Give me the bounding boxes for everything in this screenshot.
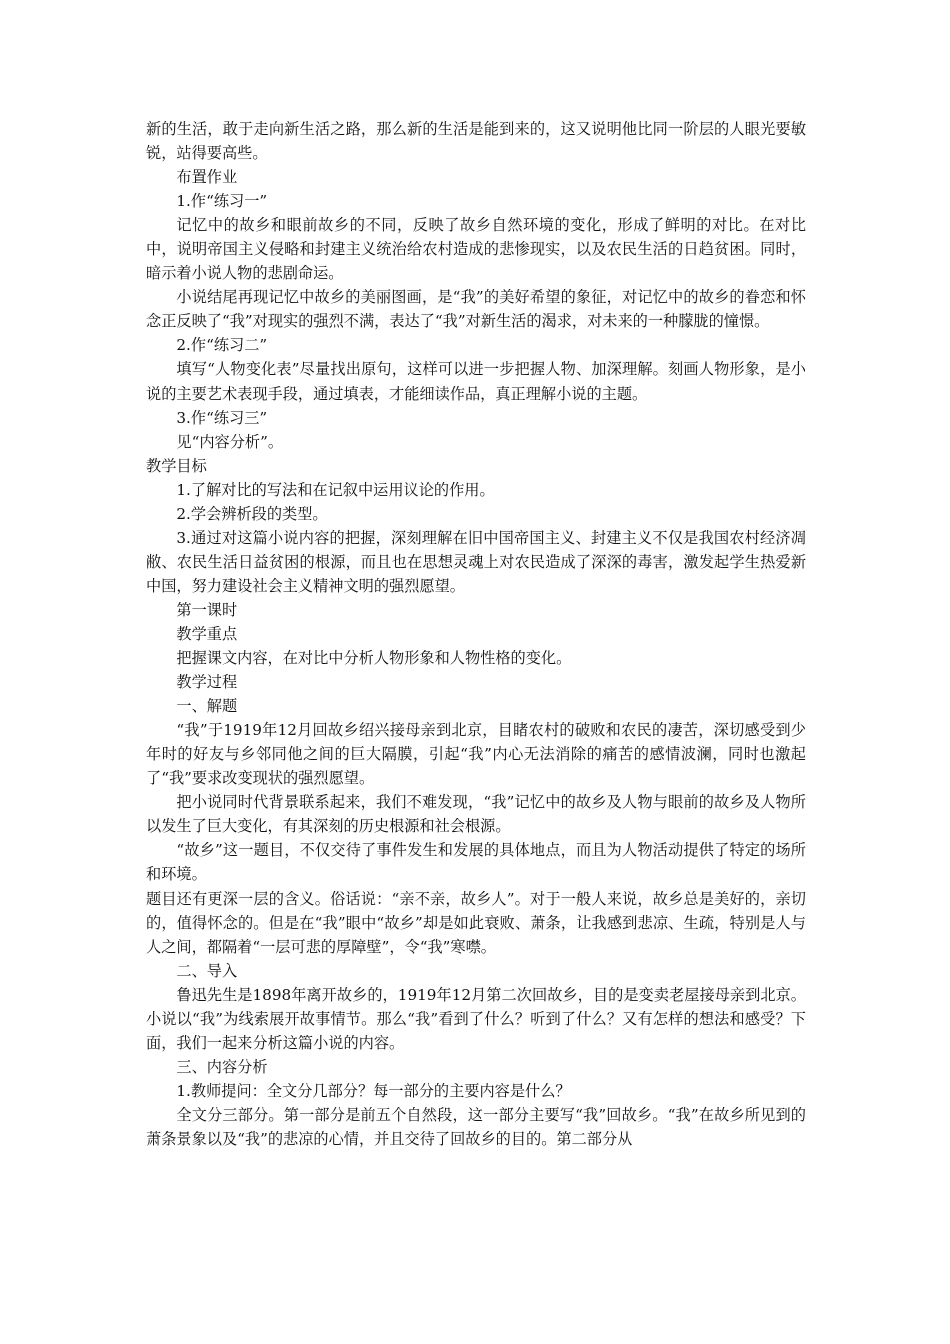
paragraph: 新的生活，敢于走向新生活之路，那么新的生活是能到来的，这又说明他比同一阶层的人眼光要敏锐，站得要高些。	[146, 120, 806, 163]
section-heading: 三、内容分析	[176, 1057, 268, 1076]
question-item: 1.教师提问：全文分几部分？每一部分的主要内容是什么？	[176, 1081, 571, 1100]
lesson-heading: 第一课时	[176, 600, 238, 619]
paragraph: “我”于1919年12月回故乡绍兴接母亲到北京，目睹农村的破败和农民的凄苦，深切感受到少年时的好友与乡邻同他之间的巨大隔膜，引起“我”内心无法消除的痛苦的感情波澜，同时也激起了“我”要求改变现状的强烈愿望。	[146, 721, 806, 788]
exercise-2-heading: 2.作“练习二”	[176, 336, 268, 355]
paragraph: 见“内容分析”。	[176, 432, 284, 451]
homework-heading: 布置作业	[176, 168, 238, 187]
goal-item: 1.了解对比的写法和在记叙中运用议论的作用。	[176, 480, 495, 499]
document-body	[146, 117, 806, 1151]
paragraph: 把小说同时代背景联系起来，我们不难发现，“我”记忆中的故乡及人物与眼前的故乡及人物所以发生了巨大变化，有其深刻的历史根源和社会根源。	[146, 793, 806, 836]
paragraph: 鲁迅先生是1898年离开故乡的，1919年12月第二次回故乡，目的是变卖老屋接母亲到北京。小说以“我”为线索展开故事情节。那么“我”看到了什么？听到了什么？又有怎样的想法和感受？下面，我们一起来分析这篇小说的内容。	[146, 985, 806, 1052]
paragraph: 记忆中的故乡和眼前故乡的不同，反映了故乡自然环境的变化，形成了鲜明的对比。在对比中，说明帝国主义侵略和封建主义统治给农村造成的悲惨现实，以及农民生活的日趋贫困。同时，暗示着小说人物的悲剧命运。	[146, 216, 806, 283]
paragraph: 填写“人物变化表”尽量找出原句，这样可以进一步把握人物、加深理解。刻画人物形象，是小说的主要艺术表现手段，通过填表，才能细读作品，真正理解小说的主题。	[146, 360, 806, 403]
goal-item: 3.通过对这篇小说内容的把握，深刻理解在旧中国帝国主义、封建主义不仅是我国农村经济凋敝、农民生活日益贫困的根源，而且也在思想灵魂上对农民造成了深深的毒害，激发起学生热爱新中国，努力建设社会主义精神文明的强烈愿望。	[146, 528, 806, 595]
section-heading: 一、解题	[176, 697, 238, 716]
focus-heading: 教学重点	[176, 624, 238, 643]
paragraph: 小说结尾再现记忆中故乡的美丽图画，是“我”的美好希望的象征，对记忆中的故乡的眷恋和怀念正反映了“我”对现实的强烈不满，表达了“我”对新生活的渴求，对未来的一种朦胧的憧憬。	[146, 288, 806, 331]
paragraph: 把握课文内容，在对比中分析人物形象和人物性格的变化。	[176, 649, 572, 668]
exercise-3-heading: 3.作“练习三”	[176, 408, 268, 427]
paragraph: 题目还有更深一层的含义。俗话说：“亲不亲，故乡人”。对于一般人来说，故乡总是美好的，亲切的，值得怀念的。但是在“我”眼中“故乡”却是如此衰败、萧条，让我感到悲凉、生疏，特别是人与人之间，都隔着“一层可悲的厚障壁”，令“我”寒噤。	[146, 889, 806, 956]
section-heading: 二、导入	[176, 961, 238, 980]
teaching-goals-heading: 教学目标	[146, 456, 207, 475]
paragraph: “故乡”这一题目，不仅交待了事件发生和发展的具体地点，而且为人物活动提供了特定的场所和环境。	[146, 841, 806, 884]
goal-item: 2.学会辨析段的类型。	[176, 504, 328, 523]
process-heading: 教学过程	[176, 673, 238, 692]
paragraph: 全文分三部分。第一部分是前五个自然段，这一部分主要写“我”回故乡。“我”在故乡所见到的萧条景象以及“我”的悲凉的心情，并且交待了回故乡的目的。第二部分从	[146, 1105, 806, 1148]
exercise-1-heading: 1.作“练习一”	[176, 192, 268, 211]
